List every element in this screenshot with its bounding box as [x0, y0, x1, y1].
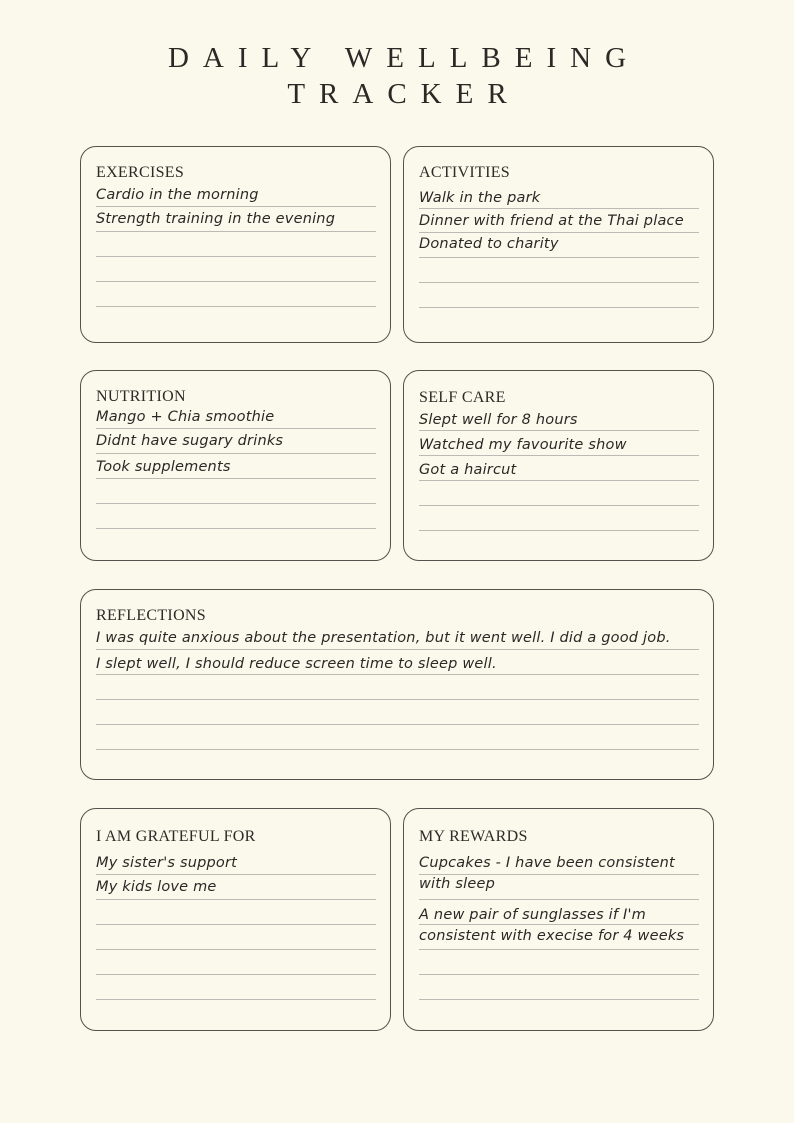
grateful-line-3	[96, 924, 376, 925]
rewards-line-3	[419, 924, 699, 925]
grateful-line-1	[96, 874, 376, 875]
exercises-line-1	[96, 206, 376, 207]
activities-line-3	[419, 257, 699, 258]
rewards-line-6	[419, 999, 699, 1000]
activities-entry-1[interactable]: Walk in the park	[419, 190, 541, 206]
nutrition-line-3	[96, 478, 376, 479]
grateful-card	[80, 808, 391, 1031]
activities-line-2	[419, 232, 699, 233]
nutrition-entry-1[interactable]: Mango + Chia smoothie	[96, 409, 275, 425]
nutrition-line-1	[96, 428, 376, 429]
grateful-entry-2[interactable]: My kids love me	[96, 879, 217, 895]
nutrition-heading: NUTRITION	[96, 388, 186, 405]
exercises-entry-1[interactable]: Cardio in the morning	[96, 187, 259, 203]
exercises-line-4	[96, 281, 376, 282]
rewards-entry-2[interactable]: A new pair of sunglasses if I'm consistent with execise for 4 weeks	[419, 907, 685, 944]
rewards-heading: MY REWARDS	[419, 828, 528, 845]
reflections-entry-1[interactable]: I was quite anxious about the presentation, but it went well. I did a good job.	[96, 630, 671, 646]
exercises-heading: EXERCISES	[96, 164, 185, 181]
self-care-entry-3[interactable]: Got a haircut	[419, 462, 517, 478]
self-care-line-5	[419, 530, 699, 531]
activities-card	[403, 146, 714, 343]
rewards-card	[403, 808, 714, 1031]
nutrition-line-5	[96, 528, 376, 529]
activities-line-5	[419, 307, 699, 308]
exercises-line-3	[96, 256, 376, 257]
self-care-line-2	[419, 455, 699, 456]
rewards-line-4	[419, 949, 699, 950]
activities-line-1	[419, 208, 699, 209]
rewards-line-2	[419, 899, 699, 900]
grateful-heading: I AM GRATEFUL FOR	[96, 828, 256, 845]
self-care-card	[403, 370, 714, 561]
activities-line-4	[419, 282, 699, 283]
exercises-line-5	[96, 306, 376, 307]
activities-entry-2[interactable]: Dinner with friend at the Thai place	[419, 213, 684, 229]
nutrition-entry-2[interactable]: Didnt have sugary drinks	[96, 433, 284, 449]
nutrition-card	[80, 370, 391, 561]
grateful-line-4	[96, 949, 376, 950]
self-care-line-4	[419, 505, 699, 506]
activities-heading: ACTIVITIES	[419, 164, 510, 181]
grateful-line-5	[96, 974, 376, 975]
nutrition-line-2	[96, 453, 376, 454]
page-title-line-2: TRACKER	[287, 78, 521, 110]
rewards-entry-1[interactable]: Cupcakes - I have been consistent with sleep	[419, 855, 675, 892]
exercises-line-2	[96, 231, 376, 232]
exercises-card	[80, 146, 391, 343]
page-title	[0, 40, 794, 112]
grateful-entry-1[interactable]: My sister's support	[96, 855, 238, 871]
reflections-heading: REFLECTIONS	[96, 607, 206, 624]
grateful-line-2	[96, 899, 376, 900]
reflections-line-4	[96, 724, 699, 725]
page-title-line-1: DAILY WELLBEING	[167, 42, 641, 74]
self-care-entry-2[interactable]: Watched my favourite show	[419, 437, 627, 453]
reflections-line-1	[96, 649, 699, 650]
grateful-line-6	[96, 999, 376, 1000]
reflections-line-5	[96, 749, 699, 750]
self-care-heading: SELF CARE	[419, 389, 506, 406]
reflections-card	[80, 589, 714, 780]
reflections-line-3	[96, 699, 699, 700]
nutrition-line-4	[96, 503, 376, 504]
rewards-line-1	[419, 874, 699, 875]
reflections-entry-2[interactable]: I slept well, I should reduce screen time to sleep well.	[96, 656, 497, 672]
exercises-entry-2[interactable]: Strength training in the evening	[96, 211, 336, 227]
self-care-entry-1[interactable]: Slept well for 8 hours	[419, 412, 578, 428]
self-care-line-3	[419, 480, 699, 481]
reflections-line-2	[96, 674, 699, 675]
self-care-line-1	[419, 430, 699, 431]
activities-entry-3[interactable]: Donated to charity	[419, 236, 559, 252]
nutrition-entry-3[interactable]: Took supplements	[96, 459, 231, 475]
rewards-line-5	[419, 974, 699, 975]
